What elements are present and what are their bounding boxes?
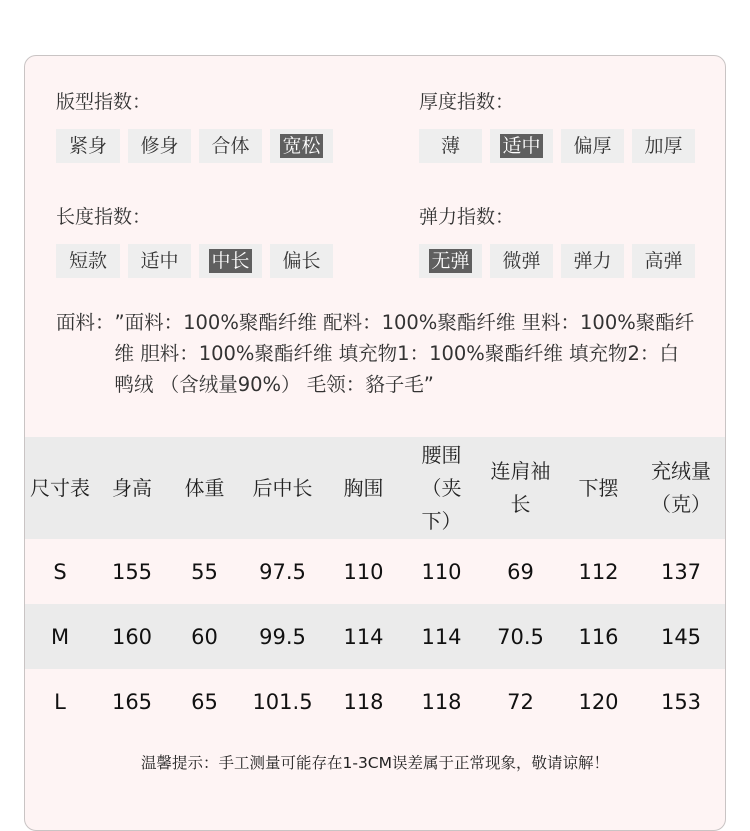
length-index	[56, 204, 333, 278]
table-cell: 116	[560, 604, 637, 669]
fabric-composition	[56, 307, 696, 400]
stretch-option: 微弹	[490, 244, 553, 278]
table-cell: 118	[325, 669, 402, 734]
table-cell: 120	[560, 669, 637, 734]
length-index-title: 长度指数：	[56, 206, 152, 228]
header-cell: 连肩袖长	[481, 437, 560, 539]
table-cell: 70.5	[481, 604, 560, 669]
header-cell: 后中长	[240, 437, 325, 539]
stretch-options	[419, 244, 695, 278]
table-cell: 69	[481, 539, 560, 604]
table-cell: M	[25, 604, 95, 669]
table-cell: 165	[95, 669, 169, 734]
table-cell: 114	[402, 604, 481, 669]
table-cell: 114	[325, 604, 402, 669]
table-cell: 65	[169, 669, 240, 734]
length-option: 短款	[56, 244, 120, 278]
table-cell: 55	[169, 539, 240, 604]
table-cell: 72	[481, 669, 560, 734]
thickness-option: 薄	[419, 129, 482, 163]
table-cell: 118	[402, 669, 481, 734]
stretch-option: 高弹	[632, 244, 695, 278]
table-cell: 155	[95, 539, 169, 604]
table-cell: 97.5	[240, 539, 325, 604]
size-table-header	[25, 437, 725, 539]
header-cell: 胸围	[325, 437, 402, 539]
fit-index-title: 版型指数：	[56, 91, 152, 113]
fit-option: 修身	[128, 129, 191, 163]
header-cell: 充绒量（克）	[637, 437, 725, 539]
table-cell: 137	[637, 539, 725, 604]
fabric-value: ”面料：100%聚酯纤维 配料：100%聚酯纤维 里料：100%聚酯纤维 胆料：100%聚酯纤维 填充物1：100%聚酯纤维 填充物2：白鸭绒 （含绒量90%） 毛领：貉子毛”	[114, 311, 695, 396]
thickness-option: 加厚	[632, 129, 695, 163]
table-cell: 145	[637, 604, 725, 669]
fabric-label: 面料：	[56, 311, 115, 334]
table-cell: 60	[169, 604, 240, 669]
fit-option-selected: 宽松	[270, 129, 333, 163]
fit-options	[56, 129, 333, 163]
table-row	[25, 604, 725, 669]
measurement-tip: 温馨提示：手工测量可能存在1-3CM误差属于正常现象，敬请谅解！	[140, 754, 609, 772]
thickness-index	[419, 89, 695, 163]
table-row	[25, 539, 725, 604]
stretch-index-title: 弹力指数：	[419, 206, 515, 228]
thickness-option-selected: 适中	[490, 129, 553, 163]
header-cell: 下摆	[560, 437, 637, 539]
table-cell: 112	[560, 539, 637, 604]
stretch-option-selected: 无弹	[419, 244, 482, 278]
fit-index	[56, 89, 333, 163]
length-option: 适中	[128, 244, 191, 278]
header-cell: 尺寸表	[25, 437, 95, 539]
table-cell: 160	[95, 604, 169, 669]
table-row	[25, 669, 725, 734]
thickness-options	[419, 129, 695, 163]
stretch-option: 弹力	[561, 244, 624, 278]
length-options	[56, 244, 333, 278]
length-option: 偏长	[270, 244, 333, 278]
table-cell: 99.5	[240, 604, 325, 669]
header-cell: 腰围（夹下）	[402, 437, 481, 539]
table-cell: L	[25, 669, 95, 734]
fit-option: 合体	[199, 129, 262, 163]
header-cell: 身高	[95, 437, 169, 539]
product-info-card	[24, 55, 726, 831]
table-cell: S	[25, 539, 95, 604]
fit-option: 紧身	[56, 129, 120, 163]
header-cell: 体重	[169, 437, 240, 539]
size-table	[25, 437, 725, 734]
stretch-index	[419, 204, 695, 278]
table-cell: 110	[402, 539, 481, 604]
length-option-selected: 中长	[199, 244, 262, 278]
thickness-option: 偏厚	[561, 129, 624, 163]
thickness-index-title: 厚度指数：	[419, 91, 515, 113]
table-cell: 153	[637, 669, 725, 734]
table-cell: 110	[325, 539, 402, 604]
table-cell: 101.5	[240, 669, 325, 734]
